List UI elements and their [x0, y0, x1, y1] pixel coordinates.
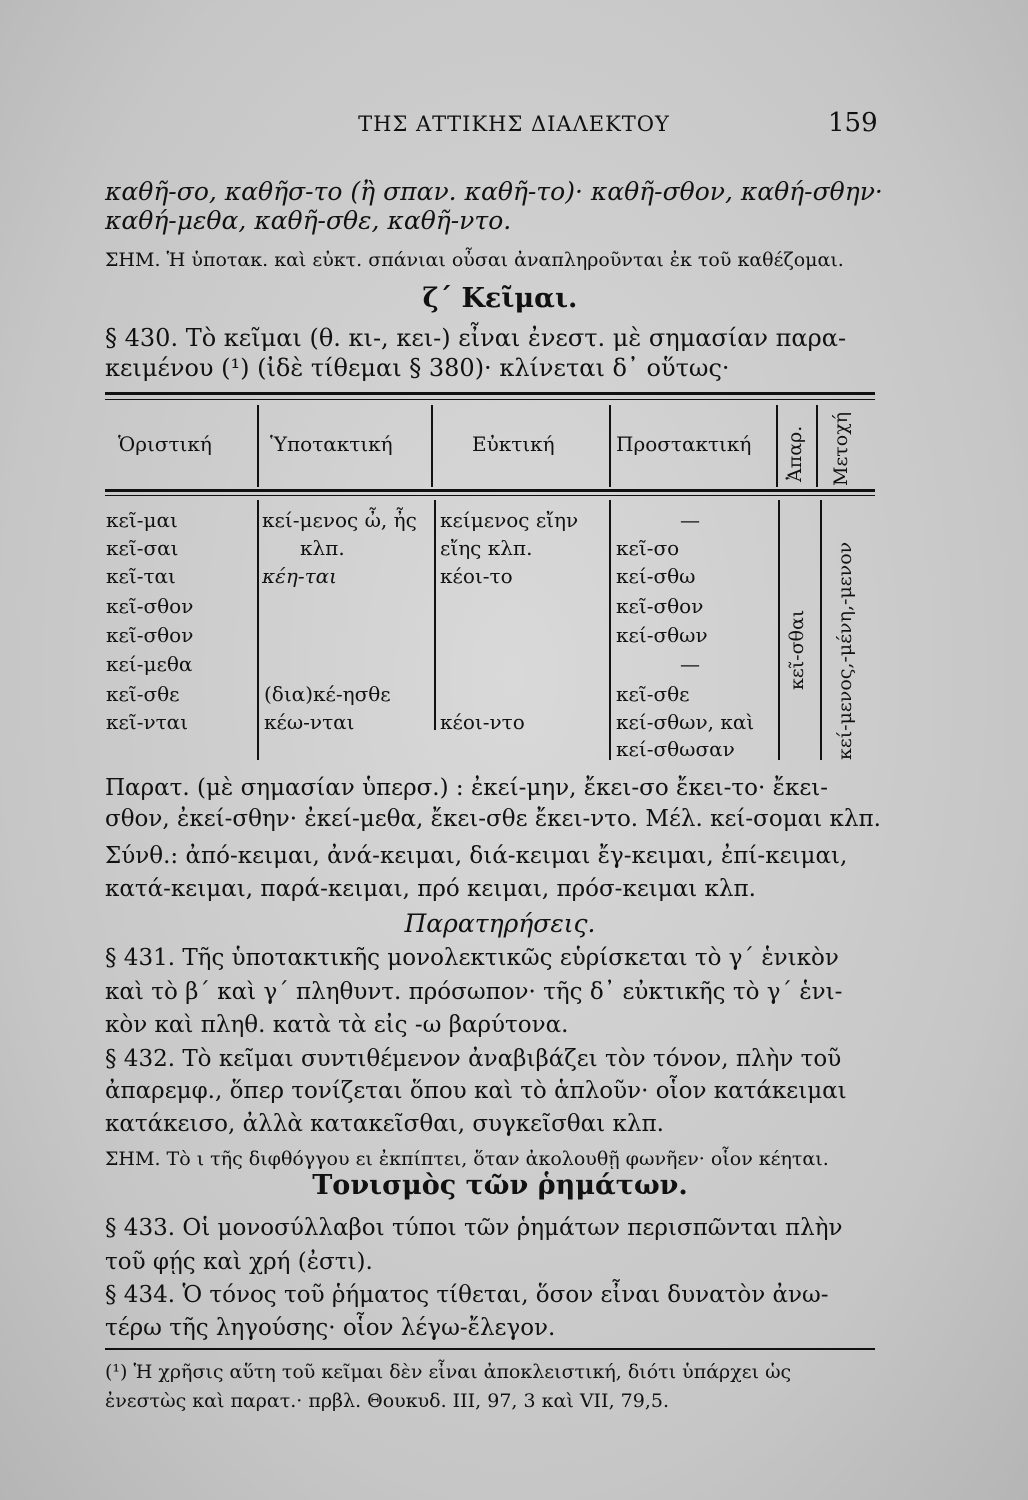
col-divider	[257, 500, 259, 760]
footnote-rule	[105, 1348, 875, 1350]
cell-subj: κλπ.	[300, 536, 345, 560]
header-optative: Εὐκτική	[472, 432, 555, 456]
footnote-line-2: ἐνεστὼς καὶ παρατ.· πρβλ. Θουκυδ. III, 97, 3 καὶ VII, 79,5.	[105, 1390, 669, 1412]
intro-note: ΣΗΜ. Ἡ ὑποτακ. καὶ εὐκτ. σπάνιαι οὖσαι ἀναπληροῦνται ἐκ τοῦ καθέζομαι.	[105, 249, 844, 271]
cell-opt: εἴης κλπ.	[440, 536, 533, 560]
header-indicative: Ὁριστική	[118, 432, 212, 456]
cell-imp: κεῖ-σο	[616, 536, 680, 560]
cell-imp: κεί-σθων, καὶ	[616, 710, 755, 734]
para-431-line-2: καὶ τὸ β΄ καὶ γ΄ πληθυντ. πρόσωπον· τῆς δ᾿ εὐκτικῆς τὸ γ΄ ἑνι-	[105, 979, 843, 1005]
infinitive-value: κεῖ-σθαι	[786, 609, 808, 690]
cell-imp: κεί-σθω	[616, 564, 696, 588]
table-top-rule	[105, 392, 875, 395]
observations-title: Παρατηρήσεις.	[404, 909, 596, 938]
col-divider	[778, 500, 780, 760]
cell-subj: (δια)κέ-ησθε	[264, 682, 391, 706]
para-433-line-1: § 433. Οἱ μονοσύλλαβοι τύποι τῶν ῥημάτων περισπῶνται πλὴν	[105, 1215, 843, 1241]
col-divider	[257, 405, 259, 487]
running-header: ΤΗΣ ΑΤΤΙΚΗΣ ΔΙΑΛΕΚΤΟΥ	[358, 112, 670, 136]
parat-line-1: Παρατ. (μὲ σημασίαν ὑπερσ.) : ἐκεί-μην, ἔκει-σο ἔκει-το· ἔκει-	[105, 775, 829, 801]
col-divider	[434, 500, 436, 730]
cell-imp: κεῖ-σθον	[616, 594, 704, 618]
participle-value: κεί-μενος,-μένη,-μενον	[834, 541, 856, 760]
header-participle: Μετοχή	[830, 411, 852, 486]
cell-ind: κεί-μεθα	[106, 652, 193, 676]
table-header-rule-thin	[105, 495, 875, 496]
cell-opt: κέοι-το	[440, 564, 513, 588]
cell-ind: κεῖ-σθε	[106, 682, 180, 706]
note-2: ΣΗΜ. Τὸ ι τῆς διφθόγγου ει ἐκπίπτει, ὅταν ἀκολουθῇ φωνῆεν· οἷον κέηται.	[105, 1148, 829, 1170]
parat-line-2: σθον, ἐκεί-σθην· ἐκεί-μεθα, ἔκει-σθε ἔκει-ντο. Μέλ. κεί-σομαι κλπ.	[105, 806, 881, 832]
para-431-line-1: § 431. Τῆς ὑποτακτικῆς μονολεκτικῶς εὑρίσκεται τὸ γ΄ ἑνικὸν	[105, 945, 839, 971]
table-header-rule	[105, 489, 875, 492]
para-432-line-1: § 432. Τὸ κεῖμαι συντιθέμενον ἀναβιβάζει τὸν τόνον, πλὴν τοῦ	[105, 1046, 842, 1072]
para-430-line-2: κειμένου (¹) (ἰδὲ τίθεμαι § 380)· κλίνεται δ᾿ οὕτως·	[105, 354, 730, 382]
intro-line-1: καθῆ-σο, καθῆσ-το (ἢ σπαν. καθῆ-το)· καθῆ-σθον, καθή-σθην·	[105, 177, 883, 206]
cell-imp: κεῖ-σθε	[616, 682, 690, 706]
header-subjunctive: Ὑποτακτική	[270, 432, 393, 456]
cell-ind: κεῖ-σθον	[106, 623, 194, 647]
cell-opt: κέοι-ντο	[440, 710, 525, 734]
cell-ind: κεῖ-μαι	[106, 508, 178, 532]
cell-imp: κεί-σθων	[616, 623, 708, 647]
accent-title: Τονισμὸς τῶν ῥημάτων.	[312, 1170, 688, 1201]
cell-imp: —	[680, 652, 700, 676]
synth-line-2: κατά-κειμαι, παρά-κειμαι, πρό κειμαι, πρόσ-κειμαι κλπ.	[105, 876, 756, 902]
cell-ind: κεῖ-σαι	[106, 536, 179, 560]
col-divider	[431, 405, 433, 487]
header-infinitive: Ἀπαρ.	[784, 425, 806, 482]
cell-ind: κεῖ-νται	[106, 710, 189, 734]
col-divider	[776, 405, 778, 487]
col-divider	[609, 405, 611, 487]
cell-ind: κεῖ-σθον	[106, 594, 194, 618]
cell-subj: κεί-μενος ὦ, ἦς	[262, 508, 417, 532]
cell-imp: κεί-σθωσαν	[616, 737, 735, 761]
para-432-line-3: κατάκεισο, ἀλλὰ κατακεῖσθαι, συγκεῖσθαι κλπ.	[105, 1111, 664, 1137]
col-divider	[816, 405, 818, 487]
page-number: 159	[828, 108, 878, 138]
para-433-line-2: τοῦ φῄς καὶ χρή (ἐστι).	[105, 1249, 373, 1275]
para-431-line-3: κὸν καὶ πληθ. κατὰ τὰ εἰς -ω βαρύτονα.	[105, 1012, 569, 1038]
col-divider	[609, 500, 611, 760]
table-top-rule-thin	[105, 399, 875, 400]
section-title: ζ΄ Κεῖμαι.	[422, 283, 578, 314]
col-divider	[820, 500, 822, 760]
cell-imp: —	[680, 508, 700, 532]
cell-ind: κεῖ-ται	[106, 564, 176, 588]
synth-line-1: Σύνθ.: ἀπό-κειμαι, ἀνά-κειμαι, διά-κειμαι ἔγ-κειμαι, ἐπί-κειμαι,	[105, 843, 848, 869]
cell-opt: κείμενος εἴην	[440, 508, 579, 532]
para-432-line-2: ἀπαρεμφ., ὅπερ τονίζεται ὅπου καὶ τὸ ἁπλοῦν· οἷον κατάκειμαι	[105, 1078, 847, 1104]
header-imperative: Προστακτική	[616, 432, 752, 456]
para-434-line-1: § 434. Ὁ τόνος τοῦ ῥήματος τίθεται, ὅσον εἶναι δυνατὸν ἀνω-	[105, 1282, 829, 1308]
intro-line-2: καθή-μεθα, καθῆ-σθε, καθῆ-ντο.	[105, 206, 512, 235]
para-434-line-2: τέρω τῆς ληγούσης· οἷον λέγω-ἔλεγον.	[105, 1315, 556, 1341]
para-430-line-1: § 430. Τὸ κεῖμαι (θ. κι-, κει-) εἶναι ἐνεστ. μὲ σημασίαν παρα-	[105, 324, 847, 352]
footnote-line-1: (¹) Ἡ χρῆσις αὕτη τοῦ κεῖμαι δὲν εἶναι ἀποκλειστική, διότι ὑπάρχει ὡς	[105, 1361, 792, 1383]
cell-subj: κέη-ται	[262, 564, 337, 588]
cell-subj: κέω-νται	[264, 710, 355, 734]
